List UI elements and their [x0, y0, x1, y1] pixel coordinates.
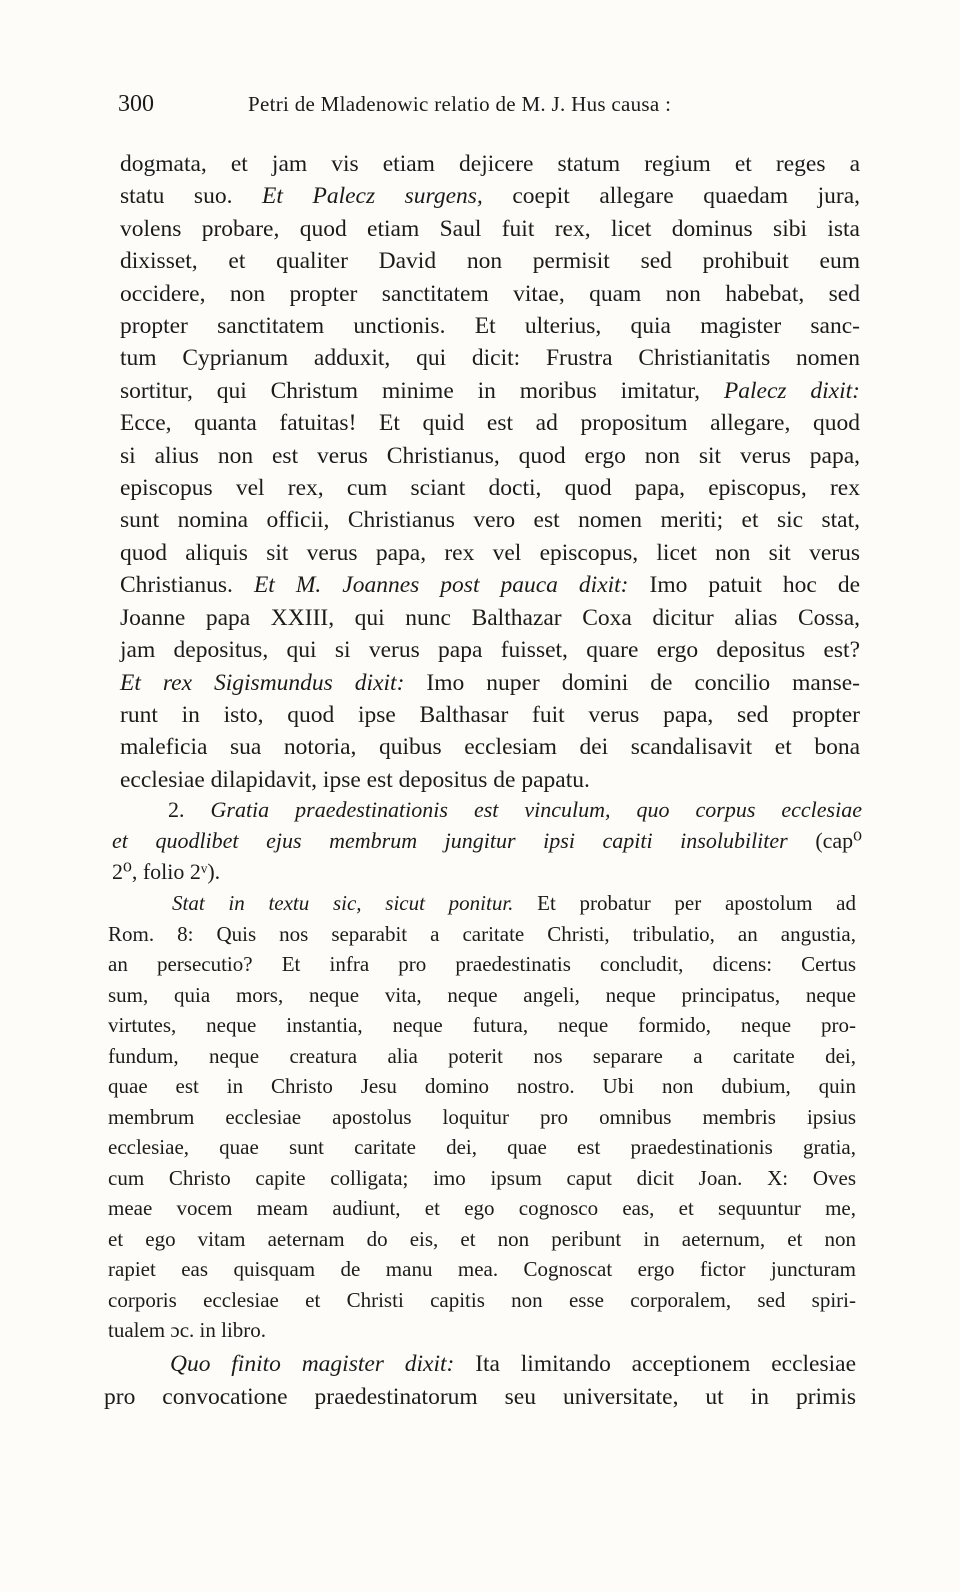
text-run: Imo patuit hoc de [649, 572, 861, 599]
italic-speaker: Et M. Joannes post pauca dixit: [253, 572, 629, 599]
text-line [120, 375, 860, 407]
text-line: ecclesiae, quae sunt caritate dei, quae est praedestinationis gratia, [108, 1135, 856, 1159]
text-run: Christianus. [120, 572, 233, 599]
text-line: cum Christo capite colligata; imo ipsum caput dicit Joan. X: Oves [108, 1165, 856, 1190]
text-run: coepit allegare quaedam jura, [512, 183, 861, 210]
text-line [108, 888, 856, 919]
text-run: sortitur, qui Christum minime in moribus imitatur, [120, 377, 701, 404]
paragraph-4 [104, 1348, 856, 1414]
paragraph-1 [120, 148, 860, 796]
text-line: maleficia sua notoria, quibus ecclesiam dei scandalisavit et bona [120, 734, 860, 761]
text-line: si alius non est verus Christianus, quod ergo non sit verus papa, [120, 442, 860, 469]
cap-reference: (cap⁰ [815, 828, 862, 853]
text-line: runt in isto, quod ipse Balthasar fuit verus papa, sed propter [120, 701, 860, 728]
thesis-italic: et quodlibet ejus membrum jungitur ipsi capiti insolubiliter [112, 828, 788, 853]
text-line: dogmata, et jam vis etiam dejicere statum regium et reges a [120, 151, 860, 177]
paragraph-3 [108, 888, 856, 1346]
text-line [112, 825, 862, 856]
folio-reference: 2⁰, folio 2ᵛ). [112, 859, 221, 884]
text-line: Rom. 8: Quis nos separabit a caritate Christi, tribulatio, an angustia, [108, 921, 856, 946]
thesis-italic: Gratia praedestinationis est vinculum, quo corpus ecclesiae [210, 797, 862, 822]
running-title: Petri de Mladenowic relatio de M. J. Hus causa : [248, 92, 672, 116]
text-line [112, 794, 862, 825]
italic-speaker: Palecz dixit: [723, 377, 860, 404]
text-line: ecclesiae dilapidavit, ipse est depositus de papatu. [120, 766, 590, 793]
text-line: rapiet eas quisquam de manu mea. Cognoscat ergo fictor juncturam [108, 1257, 856, 1281]
text-line: tum Cyprianum adduxit, qui dicit: Frustra Christianitatis nomen [120, 345, 860, 372]
thesis-number: 2. [168, 797, 185, 822]
text-line: et ego vitam aeternam do eis, et non peribunt in aeternum, et non [108, 1226, 856, 1251]
text-line: membrum ecclesiae apostolus loquitur pro omnibus membris ipsius [108, 1104, 856, 1129]
text-line: episcopus vel rex, cum sciant docti, quod papa, episcopus, rex [120, 475, 860, 502]
text-line: dixisset, et qualiter David non permisit sed prohibuit eum [120, 248, 860, 275]
text-line: sunt nomina officii, Christianus vero est nomen meriti; et sic stat, [120, 507, 860, 534]
text-line: volens probare, quod etiam Saul fuit rex, licet dominus sibi ista [120, 215, 860, 242]
text-line: jam depositus, qui si verus papa fuisset, quare ergo depositus est? [120, 637, 860, 664]
text-line: meae vocem meam audiunt, et ego cognosco eas, et sequuntur me, [108, 1196, 856, 1220]
text-line [120, 180, 860, 212]
italic-speaker: Et Palecz surgens, [262, 183, 483, 210]
text-line: an persecutio? Et infra pro praedestinatis concludit, dicens: Certus [108, 952, 856, 976]
text-line [120, 569, 860, 601]
text-line: tualem ɔc. in libro. [108, 1318, 267, 1342]
text-run: Imo nuper domini de concilio manse- [426, 669, 861, 696]
text-run: Ita limitando acceptionem ecclesiae [475, 1351, 857, 1377]
italic-lead: Stat in textu sic, sicut ponitur. [172, 891, 514, 915]
paragraph-2-thesis [112, 794, 862, 887]
text-line: occidere, non propter sanctitatem vitae, quam non habebat, sed [120, 280, 860, 307]
text-line [104, 1348, 856, 1381]
page-number: 300 [118, 91, 154, 117]
text-run: statu suo. [120, 183, 233, 210]
page-header [118, 84, 878, 124]
text-line: virtutes, neque instantia, neque futura, neque formido, neque pro- [108, 1013, 856, 1037]
text-line: quae est in Christo Jesu domino nostro. Ubi non dubium, quin [108, 1074, 856, 1098]
text-line: quod aliquis sit verus papa, rex vel episcopus, licet non sit verus [120, 539, 860, 566]
text-line: sum, quia mors, neque vita, neque angeli, neque principatus, neque [108, 982, 856, 1007]
text-line: pro convocatione praedestinatorum seu universitate, ut in primis [104, 1384, 856, 1410]
text-line: Ecce, quanta fatuitas! Et quid est ad propositum allegare, quod [120, 410, 860, 437]
text-run: Et probatur per apostolum ad [537, 891, 857, 915]
text-line: corporis ecclesiae et Christi capitis non esse corporalem, sed spiri- [108, 1287, 856, 1312]
text-line: propter sanctitatem unctionis. Et ulterius, quia magister sanc- [120, 313, 860, 340]
text-line: fundum, neque creatura alia poterit nos separare a caritate dei, [108, 1043, 856, 1068]
text-line: Joanne papa XXIII, qui nunc Balthazar Coxa dicitur alias Cossa, [120, 604, 860, 631]
italic-lead: Quo finito magister dixit: [170, 1351, 455, 1377]
italic-speaker: Et rex Sigismundus dixit: [120, 669, 405, 696]
text-line [120, 667, 860, 699]
